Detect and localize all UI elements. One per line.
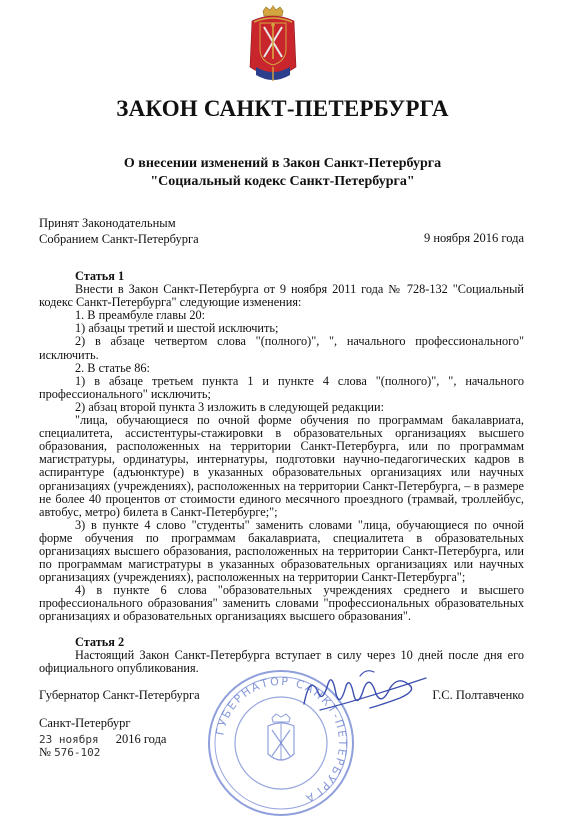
- adoption-note: [39, 215, 199, 247]
- document-subtitle: [0, 155, 565, 191]
- article-1-item-2-2-text: "лица, обучающиеся по очной форме обучения по программам бакалавриата, специалитета, ассистентуры-стажировки в образовательных организациях высшего образования, расположенных на территории Санкт-Петербурга, или по программам магистратуры, ординатуры, интернатуры, подготовки научно-педагогических кадров в аспирантуре (адъюнктуре) в указанных образовательных организациях или научных организациях (учреждениях), расположенных на территории Санкт-Петербурга, – в размере не более 40 процентов от стоимости единого месячного проездного (трамвай, троллейбус, автобус, метро) билета в Санкт-Петербурге;";: [39, 413, 524, 519]
- law-number-handwritten: 576-102: [54, 746, 101, 759]
- governor-title: Губернатор Санкт-Петербурга: [39, 688, 200, 702]
- law-number-prefix: №: [39, 745, 51, 759]
- adoption-line-1: Принят Законодательным: [39, 216, 176, 230]
- svg-text:ГУБЕРНАТОР САНКТ-ПЕТЕРБУРГА: ГУБЕРНАТОР САНКТ-ПЕТЕРБУРГА: [213, 674, 350, 806]
- article-1-item-2-4: 4) в пункте 6 слова "образовательных учреждениях среднего и высшего профессионального образования" заменить словами "профессиональных образовательных организациях и образовательных организациях высшего образования".: [39, 583, 524, 624]
- article-1-item-2: 2. В статье 86:: [75, 360, 150, 375]
- law-number: [39, 745, 100, 760]
- governor-name: Г.С. Полтавченко: [432, 688, 524, 702]
- adoption-date: 9 ноября 2016 года: [423, 231, 524, 245]
- article-1-item-2-2: 2) абзац второй пункта 3 изложить в следующей редакции:: [75, 399, 385, 414]
- official-seal-stamp: [206, 668, 356, 818]
- article-1-heading: Статья 1: [75, 269, 125, 283]
- coat-of-arms-emblem: [246, 5, 300, 85]
- adoption-line-2: Собранием Санкт-Петербурга: [39, 232, 199, 246]
- article-1-item-2-1: 1) в абзаце третьем пункта 1 и пункте 4 слова "(полного)", ", начального профессионального" исключить;: [39, 373, 524, 401]
- article-2-heading: Статья 2: [75, 634, 125, 649]
- article-1-item-1-1: 1) абзацы третий и шестой исключить;: [75, 321, 279, 336]
- signing-date-handwritten: 23 ноября: [39, 733, 99, 746]
- subtitle-line-2: "Социальный кодекс Санкт-Петербурга": [150, 174, 415, 189]
- article-1-intro: Внести в Закон Санкт-Петербурга от 9 ноября 2011 года № 728-132 "Социальный кодекс Санкт-Петербурга" следующие изменения:: [39, 282, 524, 310]
- document-title: ЗАКОН САНКТ-ПЕТЕРБУРГА: [116, 96, 449, 121]
- article-1-item-1-2: 2) в абзаце четвертом слова "(полного)", ", начального профессионального" исключить.: [39, 334, 524, 362]
- signing-place: Санкт-Петербург: [39, 716, 131, 730]
- article-2-text: Настоящий Закон Санкт-Петербурга вступает в силу через 10 дней после дня его официального опубликования.: [39, 647, 524, 675]
- subtitle-line-1: О внесении изменений в Закон Санкт-Петербурга: [123, 156, 442, 171]
- article-1-item-1: 1. В преамбуле главы 20:: [75, 308, 206, 323]
- signing-year: 2016 года: [115, 732, 167, 746]
- document-body: [39, 270, 524, 675]
- article-1-item-2-3: 3) в пункте 4 слово "студенты" заменить словами "лица, обучающиеся по очной форме обучения по программам бакалавриата, специалитета в образовательных организациях высшего образования, расположенных на территории Санкт-Петербурга, или по программам магистратуры в указанных образовательных организациях или научных организациях (учреждениях), расположенных на территории Санкт-Петербурга";: [39, 517, 524, 585]
